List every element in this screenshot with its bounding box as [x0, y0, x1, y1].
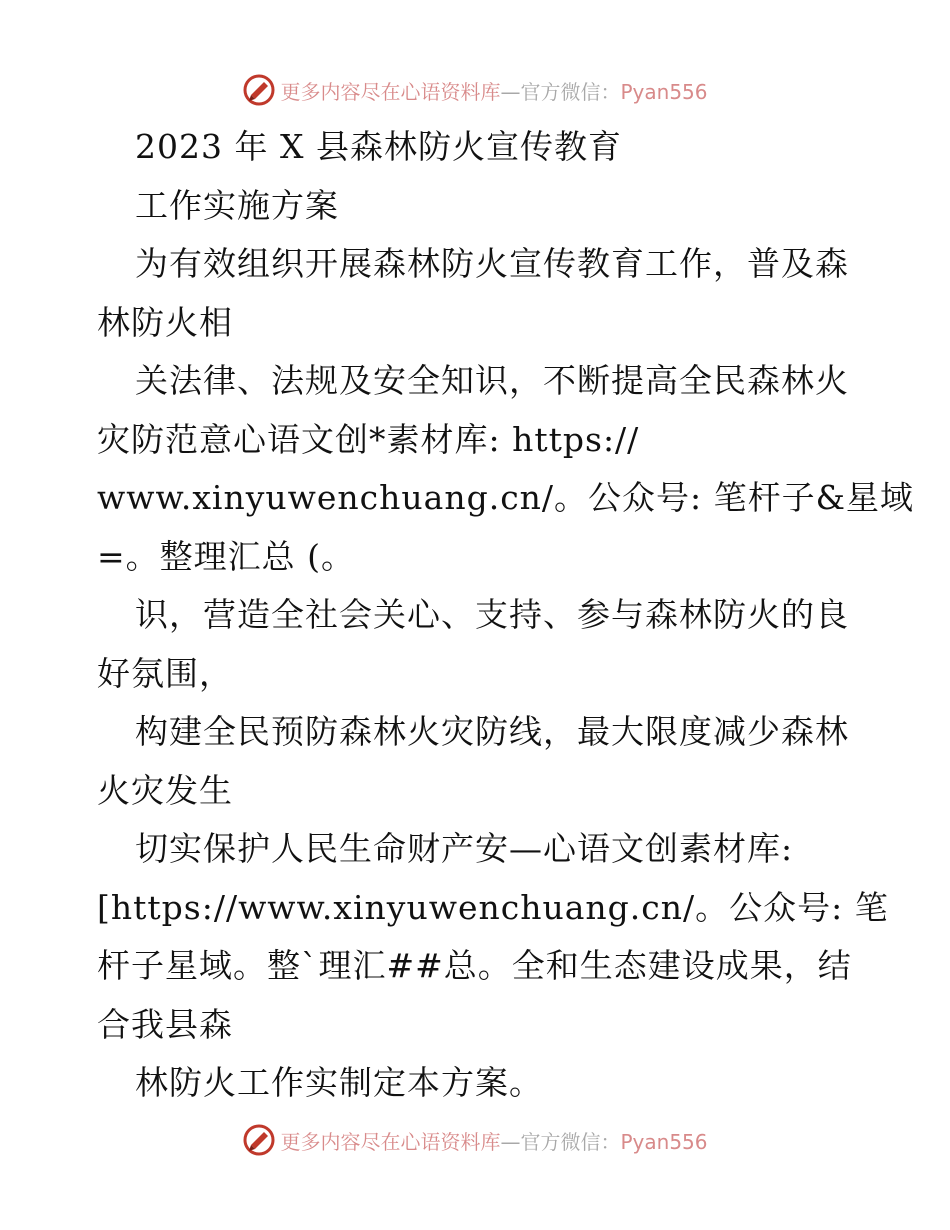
text-line: 识，营造全社会关心、支持、参与森林防火的良: [135, 595, 849, 634]
text-line: 杆子星域。整`理汇##总。全和生态建设成果，结: [97, 946, 852, 985]
text-line: 林防火相: [97, 302, 233, 342]
watermark-main: 更多内容尽在心语资料库: [280, 1129, 501, 1154]
text-line: =。整理汇总 (。: [97, 536, 356, 576]
text-line: 灾防范意心语文创*素材库: https://: [97, 419, 640, 459]
watermark-separator: —官方微信：: [500, 1129, 621, 1154]
watermark-separator: —官方微信：: [500, 79, 621, 104]
document-body: [97, 118, 915, 1113]
text-line: 为有效组织开展森林防火宣传教育工作，普及森: [135, 244, 849, 283]
text-line: 火灾发生: [97, 770, 233, 810]
text-line: 合我县森: [97, 1004, 233, 1044]
watermark-wechat-id: Pyan556: [620, 79, 708, 104]
text-line: 林防火工作实制定本方案。: [135, 1063, 543, 1102]
footer-watermark: [0, 1122, 950, 1158]
text-line: 关法律、法规及安全知识，不断提高全民森林火: [135, 361, 849, 400]
text-line: 工作实施方案: [135, 185, 339, 225]
text-line: 切实保护人民生命财产安—心语文创素材库:: [135, 829, 794, 868]
text-line: [https://www.xinyuwenchuang.cn/。公众号: 笔: [97, 887, 889, 927]
logo-icon: [242, 1123, 276, 1157]
watermark-wechat-id: Pyan556: [620, 1129, 708, 1154]
watermark-text: [280, 76, 707, 105]
watermark-text: [280, 1126, 707, 1155]
watermark-main: 更多内容尽在心语资料库: [280, 79, 501, 104]
text-line: 好氛围，: [97, 653, 233, 693]
text-line: 构建全民预防森林火灾防线，最大限度减少森林: [135, 712, 849, 751]
logo-icon: [242, 73, 276, 107]
header-watermark: [0, 72, 950, 108]
text-line: 2023 年 X 县森林防火宣传教育: [135, 127, 622, 166]
text-line: www.xinyuwenchuang.cn/。公众号: 笔杆子&星域: [97, 478, 915, 517]
